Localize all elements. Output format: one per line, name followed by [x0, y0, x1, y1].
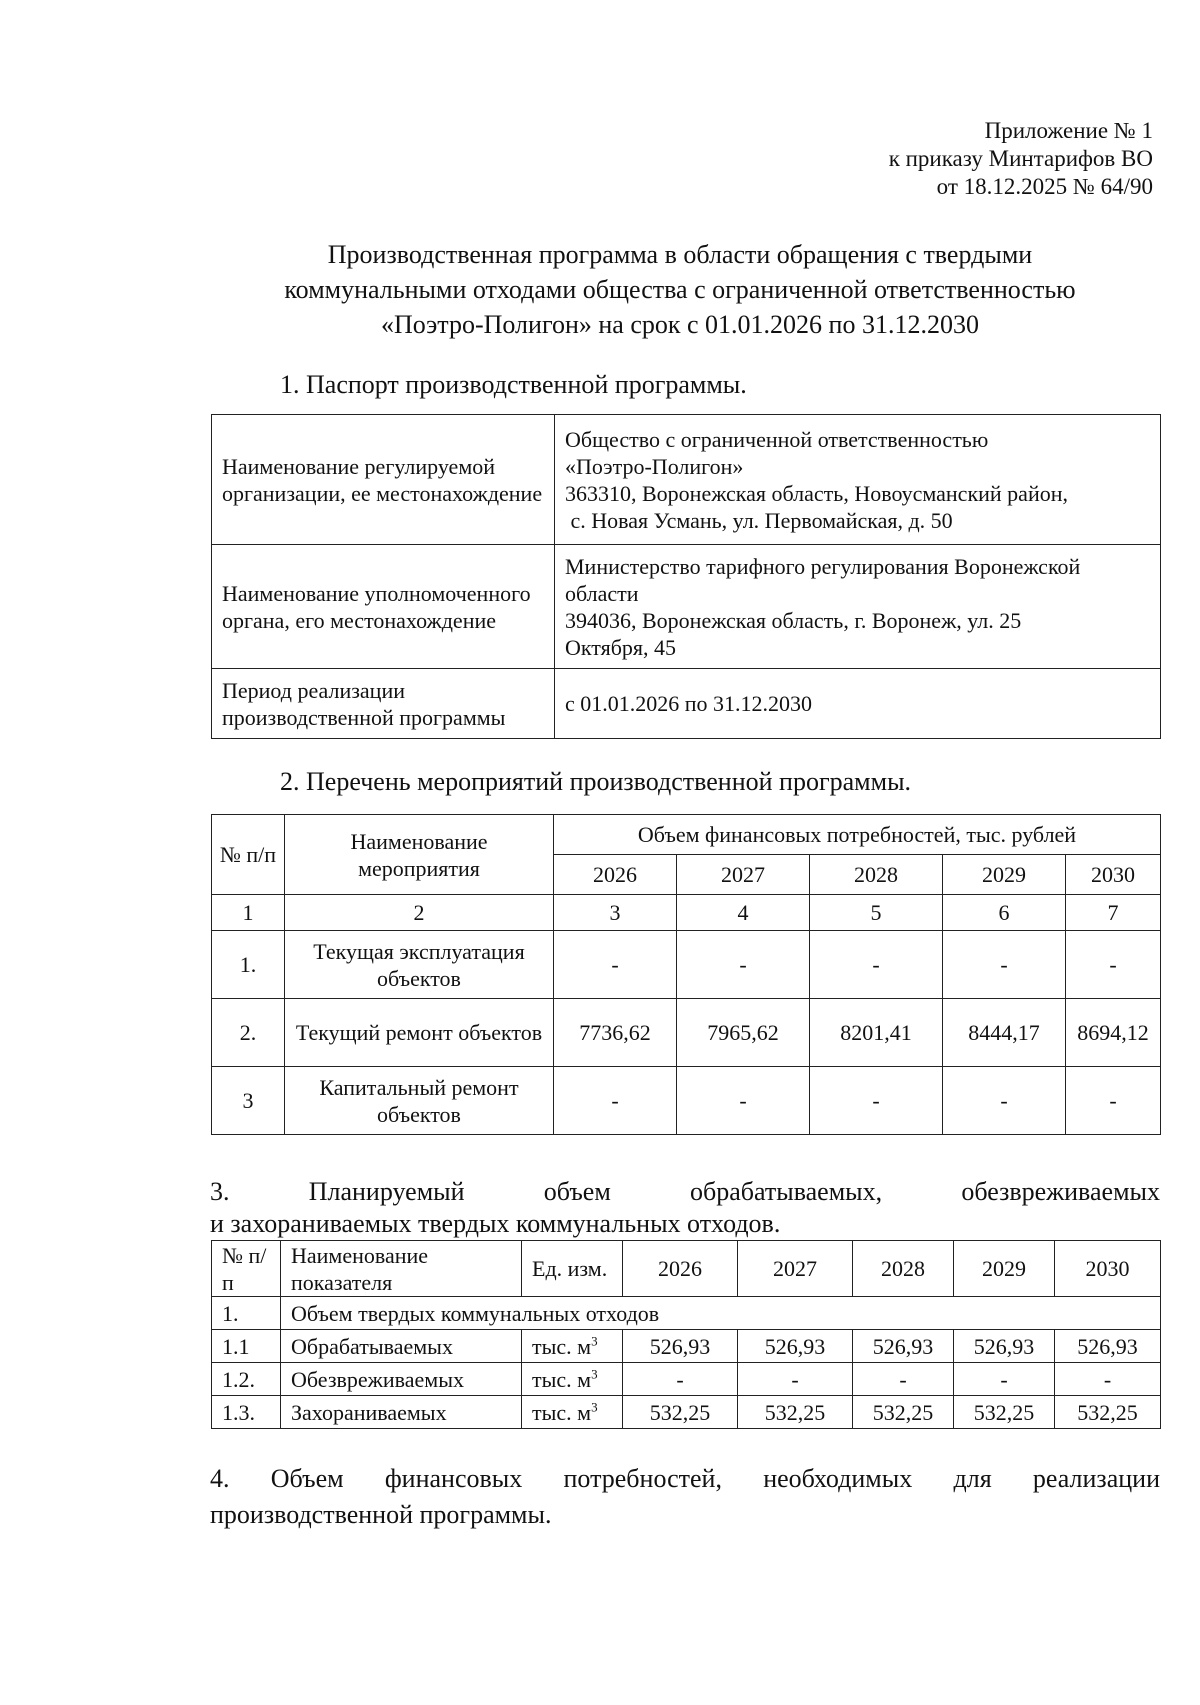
table-row [212, 1067, 1161, 1135]
table-cell: 532,25 [623, 1396, 738, 1429]
index-cell: 7 [1066, 895, 1161, 931]
table-cell: 532,25 [738, 1396, 853, 1429]
index-cell: 2 [285, 895, 554, 931]
unit-cell [522, 1396, 623, 1429]
table-cell: Обрабатываемых [281, 1330, 522, 1363]
table-row [212, 1330, 1161, 1363]
table-cell: 532,25 [954, 1396, 1055, 1429]
table-cell: 1. [212, 931, 285, 999]
table-cell: Наименование уполномоченного органа, его местонахождение [212, 545, 555, 669]
unit-cell [522, 1330, 623, 1363]
table-cell: 1.1 [212, 1330, 281, 1363]
table-cell: - [1066, 1067, 1161, 1135]
waste-volume-table [211, 1240, 1161, 1429]
table-header-row [212, 815, 1161, 855]
index-cell: 5 [810, 895, 943, 931]
appendix-header [889, 117, 1153, 201]
table-cell: 526,93 [1055, 1330, 1161, 1363]
cell-line: Министерство тарифного регулирования Воронежской [565, 553, 1081, 579]
index-cell: 1 [212, 895, 285, 931]
cell-line: «Поэтро-Полигон» [565, 453, 744, 479]
table-cell [555, 415, 1161, 545]
cell-line: 363310, Воронежская область, Новоусманский район, [565, 480, 1068, 506]
table-cell: 7965,62 [677, 999, 810, 1067]
table-row [212, 1396, 1161, 1429]
table-cell [555, 545, 1161, 669]
table-cell: Обезвреживаемых [281, 1363, 522, 1396]
unit-text: тыс. м [532, 1333, 592, 1359]
table-row [212, 415, 1161, 545]
year-cell: 2029 [954, 1241, 1055, 1297]
table-cell: Наименование регулируемой организации, ее местонахождение [212, 415, 555, 545]
section-2-heading: 2. Перечень мероприятий производственной программы. [280, 767, 912, 796]
table-cell: 526,93 [954, 1330, 1055, 1363]
cell-line: с 01.01.2026 по 31.12.2030 [565, 691, 813, 716]
year-cell: 2029 [943, 855, 1066, 895]
table-cell: 2. [212, 999, 285, 1067]
year-cell: 2026 [623, 1241, 738, 1297]
unit-text: тыс. м [532, 1399, 592, 1425]
table-header-row [212, 1241, 1161, 1297]
table-cell: Захораниваемых [281, 1396, 522, 1429]
table-cell: 1. [212, 1297, 281, 1330]
table-row [212, 999, 1161, 1067]
appendix-line-2: к приказу Минтарифов ВО [888, 146, 1153, 171]
header-cell: Объем финансовых потребностей, тыс. рублей [554, 815, 1161, 855]
table-cell: Текущий ремонт объектов [285, 999, 554, 1067]
measures-table [211, 814, 1161, 1135]
title-line-2: коммунальными отходами общества с ограниченной ответственностью [284, 275, 1076, 304]
cell-line: Общество с ограниченной ответственностью [565, 426, 989, 452]
table-cell: 7736,62 [554, 999, 677, 1067]
header-cell: № п/п [212, 1241, 281, 1297]
table-cell: - [554, 1067, 677, 1135]
appendix-line-1: Приложение № 1 [984, 118, 1153, 143]
year-cell: 2028 [810, 855, 943, 895]
year-cell: 2028 [853, 1241, 954, 1297]
table-cell: - [853, 1363, 954, 1396]
table-row [212, 895, 1161, 931]
header-cell: Наименование показателя [281, 1241, 522, 1297]
unit-sup: 3 [591, 1399, 598, 1415]
header-cell: Наименование мероприятия [285, 815, 554, 895]
year-cell: 2030 [1066, 855, 1161, 895]
table-cell: Объем твердых коммунальных отходов [281, 1297, 1161, 1330]
table-row [212, 931, 1161, 999]
table-cell: - [810, 931, 943, 999]
unit-cell [522, 1363, 623, 1396]
table-cell: - [554, 931, 677, 999]
table-cell: 532,25 [853, 1396, 954, 1429]
cell-line: Октября, 45 [565, 634, 677, 660]
year-cell: 2030 [1055, 1241, 1161, 1297]
table-row [212, 545, 1161, 669]
index-cell: 4 [677, 895, 810, 931]
title-line-3: «Поэтро-Полигон» на срок с 01.01.2026 по 31.12.2030 [381, 310, 979, 339]
header-cell: № п/п [212, 815, 285, 895]
header-cell: Ед. изм. [522, 1241, 623, 1297]
section-4-heading-line-1: 4. Объем финансовых потребностей, необходимых для реализации [210, 1464, 1160, 1493]
document-title [200, 237, 1160, 342]
title-line-1: Производственная программа в области обращения с твердыми [327, 240, 1033, 269]
table-cell: 526,93 [738, 1330, 853, 1363]
year-cell: 2027 [738, 1241, 853, 1297]
table-cell: 1.2. [212, 1363, 281, 1396]
cell-line: 394036, Воронежская область, г. Воронеж, ул. 25 [565, 607, 1022, 633]
table-cell: 532,25 [1055, 1396, 1161, 1429]
table-cell: Текущая эксплуатация объектов [285, 931, 554, 999]
unit-text: тыс. м [532, 1366, 592, 1392]
table-cell: 8201,41 [810, 999, 943, 1067]
table-cell: Капитальный ремонт объектов [285, 1067, 554, 1135]
table-cell: 526,93 [853, 1330, 954, 1363]
section-4-heading-line-2: производственной программы. [210, 1500, 552, 1529]
table-cell: - [1066, 931, 1161, 999]
table-row [212, 669, 1161, 739]
table-cell: - [943, 1067, 1066, 1135]
table-row [212, 1363, 1161, 1396]
table-cell: - [677, 931, 810, 999]
table-cell: 526,93 [623, 1330, 738, 1363]
year-cell: 2026 [554, 855, 677, 895]
index-cell: 3 [554, 895, 677, 931]
table-cell: 1.3. [212, 1396, 281, 1429]
passport-table [211, 414, 1161, 739]
section-3-heading-line-2: и захораниваемых твердых коммунальных отходов. [210, 1209, 781, 1238]
section-1-heading: 1. Паспорт производственной программы. [280, 370, 747, 399]
table-cell: - [1055, 1363, 1161, 1396]
section-3-heading-line-1: 3. Планируемый объем обрабатываемых, обезвреживаемых [210, 1177, 1160, 1206]
unit-sup: 3 [591, 1366, 598, 1382]
year-cell: 2027 [677, 855, 810, 895]
table-cell: - [810, 1067, 943, 1135]
table-cell: - [738, 1363, 853, 1396]
table-cell: - [623, 1363, 738, 1396]
table-cell: Период реализации производственной программы [212, 669, 555, 739]
table-cell [555, 669, 1161, 739]
table-row [212, 1297, 1161, 1330]
table-cell: - [943, 931, 1066, 999]
table-cell: 8444,17 [943, 999, 1066, 1067]
table-cell: 8694,12 [1066, 999, 1161, 1067]
table-cell: - [954, 1363, 1055, 1396]
unit-sup: 3 [591, 1333, 598, 1349]
cell-line: области [565, 580, 639, 606]
table-cell: 3 [212, 1067, 285, 1135]
cell-line: с. Новая Усмань, ул. Первомайская, д. 50 [565, 507, 953, 533]
table-cell: - [677, 1067, 810, 1135]
appendix-line-3: от 18.12.2025 № 64/90 [936, 174, 1153, 199]
index-cell: 6 [943, 895, 1066, 931]
